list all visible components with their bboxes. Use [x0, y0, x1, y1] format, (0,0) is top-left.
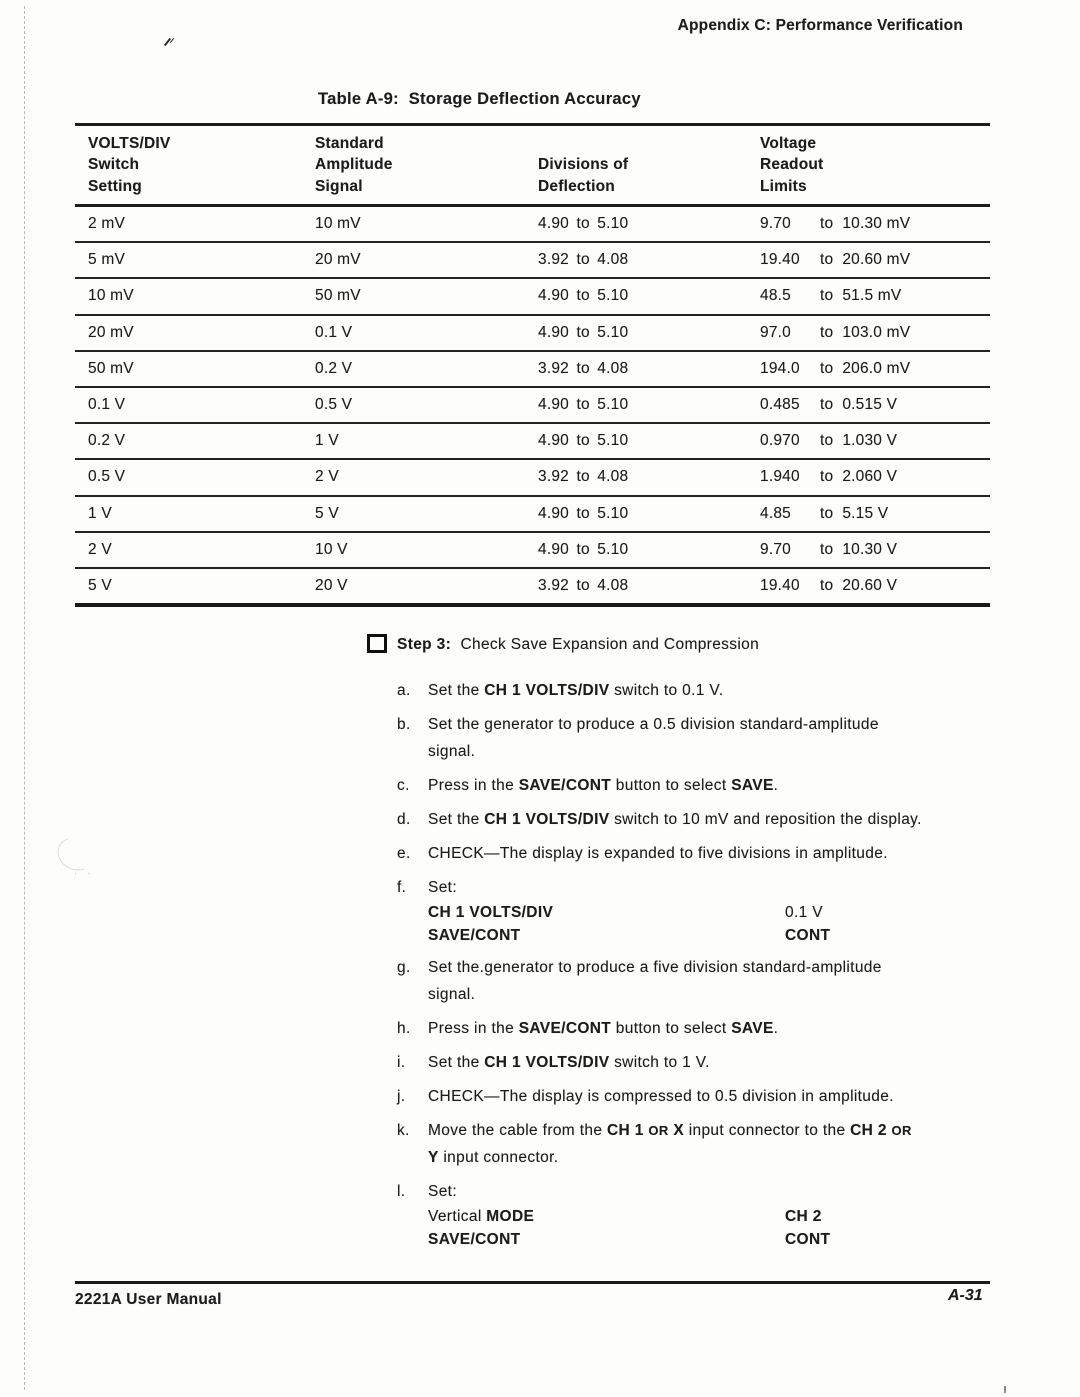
- readout-to: to: [820, 504, 834, 522]
- table-row: [75, 243, 990, 279]
- readout-max: 20.60 V: [842, 576, 898, 594]
- readout-min: 1.940: [760, 468, 800, 486]
- scan-speck: [1004, 1386, 1006, 1393]
- readout-min: 48.5: [760, 287, 791, 305]
- table-header-cell: [538, 154, 760, 197]
- readout-to: to: [820, 287, 834, 305]
- table-header-line: Standard: [315, 134, 384, 152]
- footer-rule: [75, 1281, 990, 1284]
- readout-to: to: [820, 468, 834, 486]
- table-header-line: Amplitude: [315, 156, 393, 173]
- cell-divisions: 4.90 to 5.10: [538, 215, 629, 233]
- cell-volts-div-setting: 0.5 V: [88, 468, 126, 486]
- footer-manual-title: 2221A User Manual: [75, 1291, 222, 1308]
- cell-divisions: 4.90 to 5.10: [538, 540, 629, 558]
- table-header-cell: [315, 133, 538, 198]
- list-item-text: Set: CH 1 VOLTS/DIV 0.1 V SAVE/CONT CONT: [428, 874, 985, 947]
- cell-divisions: 4.90 to 5.10: [538, 396, 629, 414]
- procedure-list: [367, 677, 987, 1251]
- setting-row: [428, 924, 985, 947]
- list-item-letter: i.: [397, 1054, 406, 1071]
- cell-voltage-readout: [760, 360, 990, 378]
- readout-min: 19.40: [760, 251, 800, 269]
- cell-volts-div-setting: 5 mV: [88, 251, 125, 269]
- list-item: [367, 677, 987, 704]
- readout-max: 20.60 mV: [842, 251, 911, 269]
- setting-value: CONT: [785, 927, 831, 944]
- list-item: [367, 1049, 987, 1076]
- list-item: [367, 1083, 987, 1110]
- setting-row: [428, 1228, 985, 1251]
- readout-min: 194.0: [760, 359, 800, 377]
- pen-mark: [163, 36, 177, 46]
- list-item-text: Move the cable from the CH 1 OR X input connector to the CH 2 OR Y input connector.: [428, 1122, 912, 1166]
- list-item: [367, 1117, 987, 1171]
- list-item-letter: a.: [397, 682, 411, 699]
- step-title: Check Save Expansion and Compression: [460, 636, 760, 653]
- readout-to: to: [820, 396, 834, 414]
- table-row: [75, 569, 990, 607]
- cell-voltage-readout: [760, 541, 990, 559]
- list-item-letter: h.: [397, 1020, 411, 1037]
- readout-to: to: [820, 432, 834, 450]
- procedure-section: [367, 631, 987, 1258]
- cell-standard-amplitude: 50 mV: [315, 287, 361, 305]
- table-header-line: Signal: [315, 177, 363, 195]
- table-row: [75, 460, 990, 496]
- cell-volts-div-setting: 0.2 V: [88, 432, 126, 450]
- cell-voltage-readout: [760, 432, 990, 450]
- cell-standard-amplitude: 2 V: [315, 468, 339, 486]
- table-header-line: Divisions of: [538, 156, 629, 173]
- setting-value: CONT: [785, 1231, 831, 1248]
- deflection-accuracy-table: [75, 123, 990, 607]
- cell-voltage-readout: [760, 396, 990, 414]
- list-item-letter: f.: [397, 879, 407, 896]
- page-header: Appendix C: Performance Verification: [677, 17, 963, 34]
- list-item-text: CHECK—The display is compressed to 0.5 division in amplitude.: [428, 1088, 894, 1105]
- cell-standard-amplitude: 0.2 V: [315, 359, 353, 377]
- cell-divisions: 4.90 to 5.10: [538, 323, 629, 341]
- cell-voltage-readout: [760, 287, 990, 305]
- list-item: [367, 1015, 987, 1042]
- readout-max: 51.5 mV: [842, 287, 902, 305]
- list-item-text: Set the CH 1 VOLTS/DIV switch to 0.1 V.: [428, 682, 724, 699]
- cell-voltage-readout: [760, 577, 990, 595]
- setting-value: CH 2: [785, 1208, 822, 1225]
- cell-standard-amplitude: 0.5 V: [315, 396, 353, 414]
- table-header-row: [75, 126, 990, 207]
- readout-max: 206.0 mV: [842, 359, 911, 377]
- list-item-text: CHECK—The display is expanded to five divisions in amplitude.: [428, 845, 888, 862]
- list-item: [367, 772, 987, 799]
- list-item-text: Set: Vertical MODE CH 2 SAVE/CONT CONT: [428, 1178, 985, 1251]
- list-item-letter: d.: [397, 811, 411, 828]
- cell-standard-amplitude: 10 mV: [315, 215, 361, 233]
- table-row: [75, 424, 990, 460]
- table-header-cell: [75, 133, 315, 198]
- list-item-text: Set the CH 1 VOLTS/DIV switch to 10 mV and reposition the display.: [428, 811, 922, 828]
- readout-min: 9.70: [760, 215, 791, 233]
- readout-max: 5.15 V: [842, 504, 889, 522]
- list-item: [367, 1178, 987, 1251]
- readout-to: to: [820, 251, 834, 269]
- table-header-cell: [760, 133, 990, 198]
- table-header-line: Voltage: [760, 134, 817, 152]
- cell-voltage-readout: [760, 324, 990, 342]
- list-item-letter: b.: [397, 716, 411, 733]
- readout-max: 103.0 mV: [842, 323, 911, 341]
- footer-page-number: A-31: [948, 1287, 983, 1304]
- cell-standard-amplitude: 10 V: [315, 540, 348, 558]
- cell-voltage-readout: [760, 215, 990, 233]
- readout-to: to: [820, 576, 834, 594]
- readout-min: 97.0: [760, 323, 791, 341]
- cell-divisions: 4.90 to 5.10: [538, 504, 629, 522]
- cell-volts-div-setting: 10 mV: [88, 287, 134, 305]
- readout-min: 0.485: [760, 396, 800, 414]
- table-header-line: Setting: [88, 177, 142, 195]
- table-header-line: Readout: [760, 156, 824, 173]
- cell-standard-amplitude: 1 V: [315, 432, 339, 450]
- list-item-letter: g.: [397, 959, 411, 976]
- setting-row: [428, 1205, 985, 1228]
- cell-divisions: 3.92 to 4.08: [538, 576, 629, 594]
- table-row: [75, 388, 990, 424]
- setting-label: SAVE/CONT: [428, 1231, 521, 1248]
- cell-standard-amplitude: 5 V: [315, 504, 339, 522]
- table-title: Table A-9: Storage Deflection Accuracy: [318, 90, 641, 108]
- checkbox-icon: [367, 634, 387, 653]
- cell-standard-amplitude: 0.1 V: [315, 323, 353, 341]
- list-item-letter: c.: [397, 777, 410, 794]
- table-row: [75, 352, 990, 388]
- cell-volts-div-setting: 2 mV: [88, 215, 125, 233]
- list-item: [367, 954, 987, 1008]
- cell-volts-div-setting: 2 V: [88, 540, 112, 558]
- table-row: [75, 279, 990, 315]
- step-heading: [367, 631, 987, 658]
- list-item-letter: k.: [397, 1122, 410, 1139]
- table-header-line: Switch: [88, 156, 140, 173]
- cell-divisions: 3.92 to 4.08: [538, 468, 629, 486]
- list-item: [367, 874, 987, 947]
- cell-volts-div-setting: 1 V: [88, 504, 112, 522]
- table-row: [75, 533, 990, 569]
- list-item: [367, 711, 987, 765]
- scan-smudge-dots: . .: [74, 866, 95, 877]
- readout-to: to: [820, 359, 834, 377]
- readout-min: 9.70: [760, 540, 791, 558]
- cell-voltage-readout: [760, 505, 990, 523]
- cell-standard-amplitude: 20 V: [315, 576, 348, 594]
- list-item-letter: j.: [397, 1088, 406, 1105]
- list-item-text: Press in the SAVE/CONT button to select SAVE.: [428, 1020, 779, 1037]
- table-header-line: Limits: [760, 177, 807, 195]
- readout-to: to: [820, 323, 834, 341]
- cell-volts-div-setting: 50 mV: [88, 359, 134, 377]
- list-item-text: Set the generator to produce a 0.5 division standard-amplitude signal.: [428, 716, 879, 760]
- readout-to: to: [820, 215, 834, 233]
- readout-max: 0.515 V: [842, 396, 898, 414]
- table-row: [75, 497, 990, 533]
- list-item: [367, 840, 987, 867]
- readout-max: 10.30 mV: [842, 215, 911, 233]
- readout-min: 19.40: [760, 576, 800, 594]
- setting-label: SAVE/CONT: [428, 927, 521, 944]
- cell-divisions: 3.92 to 4.08: [538, 359, 629, 377]
- readout-max: 2.060 V: [842, 468, 898, 486]
- readout-min: 0.970: [760, 432, 800, 450]
- cell-standard-amplitude: 20 mV: [315, 251, 361, 269]
- list-item-letter: l.: [397, 1183, 406, 1200]
- list-item-text: Set the CH 1 VOLTS/DIV switch to 1 V.: [428, 1054, 710, 1071]
- cell-voltage-readout: [760, 468, 990, 486]
- readout-max: 1.030 V: [842, 432, 898, 450]
- readout-min: 4.85: [760, 504, 791, 522]
- cell-divisions: 3.92 to 4.08: [538, 251, 629, 269]
- list-item-letter: e.: [397, 845, 411, 862]
- setting-label: Vertical MODE: [428, 1208, 535, 1225]
- cell-volts-div-setting: 20 mV: [88, 323, 134, 341]
- list-item-text: Press in the SAVE/CONT button to select SAVE.: [428, 777, 779, 794]
- cell-volts-div-setting: 0.1 V: [88, 396, 126, 414]
- step-label: Step 3:: [397, 636, 461, 653]
- list-item: [367, 806, 987, 833]
- table-header-line: Deflection: [538, 177, 615, 195]
- setting-label: CH 1 VOLTS/DIV: [428, 904, 554, 921]
- cell-voltage-readout: [760, 251, 990, 269]
- readout-max: 10.30 V: [842, 540, 898, 558]
- setting-row: [428, 901, 985, 924]
- cell-divisions: 4.90 to 5.10: [538, 287, 629, 305]
- table-header-line: VOLTS/DIV: [88, 134, 171, 152]
- scan-edge-line: [24, 6, 25, 1390]
- table-row: [75, 207, 990, 243]
- setting-value: 0.1 V: [785, 904, 823, 921]
- table-body: [75, 207, 990, 607]
- list-item-text: Set the.generator to produce a five division standard-amplitude signal.: [428, 959, 882, 1003]
- readout-to: to: [820, 540, 834, 558]
- cell-divisions: 4.90 to 5.10: [538, 432, 629, 450]
- table-row: [75, 316, 990, 352]
- cell-volts-div-setting: 5 V: [88, 576, 112, 594]
